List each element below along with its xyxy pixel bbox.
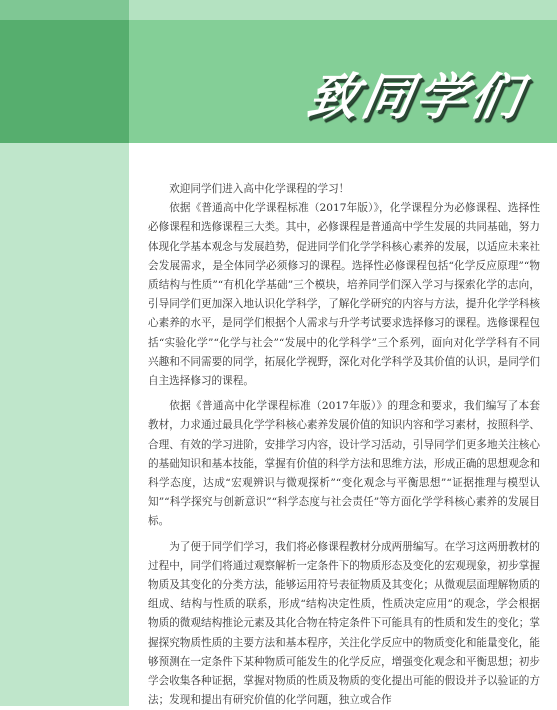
body-text — [148, 180, 540, 710]
left-margin-strip — [0, 143, 129, 706]
page-title: 致同学们 — [303, 68, 530, 126]
greeting-line: 欢迎同学们进入高中化学课程的学习！ — [169, 183, 350, 195]
paragraph-1: 依据《普通高中化学课程标准（2017年版）》，化学课程分为必修课程、选择性必修课程和选修课程三大类。其中，必修课程是普通高中学生发展的共同基础，努力体现化学基本观念与发展趋势，促进同学们化学学科核心素养的发展，以适应未来社会发展需求，是全体同学必须修习的课程。选择性必修课程包括“化学反应原理”“物质结构与性质”“有机化学基础”三个模块，培养同学们深入学习与探索化学的志向，引导同学们更加深入地认识化学科学，了解化学研究的内容与方法，提升化学学科核心素养的水平，是同学们根据个人需求与升学考试要求选择修习的课程。选修课程包括“实验化学”“化学与社会”“发展中的化学科学”三个系列，面向对化学学科有不同兴趣和不同需要的同学，拓展化学视野，深化对化学科学及其价值的认识，是同学们自主选择修习的课程。 — [148, 202, 540, 388]
header-top-stripe-right — [129, 0, 557, 20]
header-accent-block — [0, 0, 129, 143]
header-top-stripe-left — [0, 0, 129, 20]
paragraph-2: 依据《普通高中化学课程标准（2017年版）》的理念和要求，我们编写了本套教材，力求通过最具化学学科核心素养发展价值的知识内容和学习素材，按照科学、合理、有效的学习进阶，安排学习内容，设计学习活动，引导同学们更多地关注核心的基础知识和基本技能，掌握有价值的科学方法和思维方法，形成正确的思想观念和科学态度，达成“宏观辨识与微观探析”“变化观念与平衡思想”“证据推理与模型认知”“科学探究与创新意识”“科学态度与社会责任”等方面化学学科核心素养的发展目标。 — [148, 400, 540, 528]
paragraph-3: 为了便于同学们学习，我们将必修课程教材分成两册编写。在学习这两册教材的过程中，同学们将通过观察解析一定条件下的物质形态及变化的宏观现象，初步掌握物质及其变化的分类方法，能够运用符号表征物质及其变化；从微观层面理解物质的组成、结构与性质的联系，形成“结构决定性质，性质决定应用”的观念，学会根据物质的微观结构推论元素及其化合物在特定条件下可能具有的性质和发生的变化；掌握探究物质性质的主要方法和基本程序，关注化学反应中的物质变化和能量变化，能够预测在一定条件下某种物质可能发生的化学反应，增强变化观念和平衡思想；初步学会收集各种证据，掌握对物质的性质及物质的变化提出可能的假设并予以验证的方法；发现和提出有研究价值的化学问题，独立或合作 — [148, 540, 540, 707]
